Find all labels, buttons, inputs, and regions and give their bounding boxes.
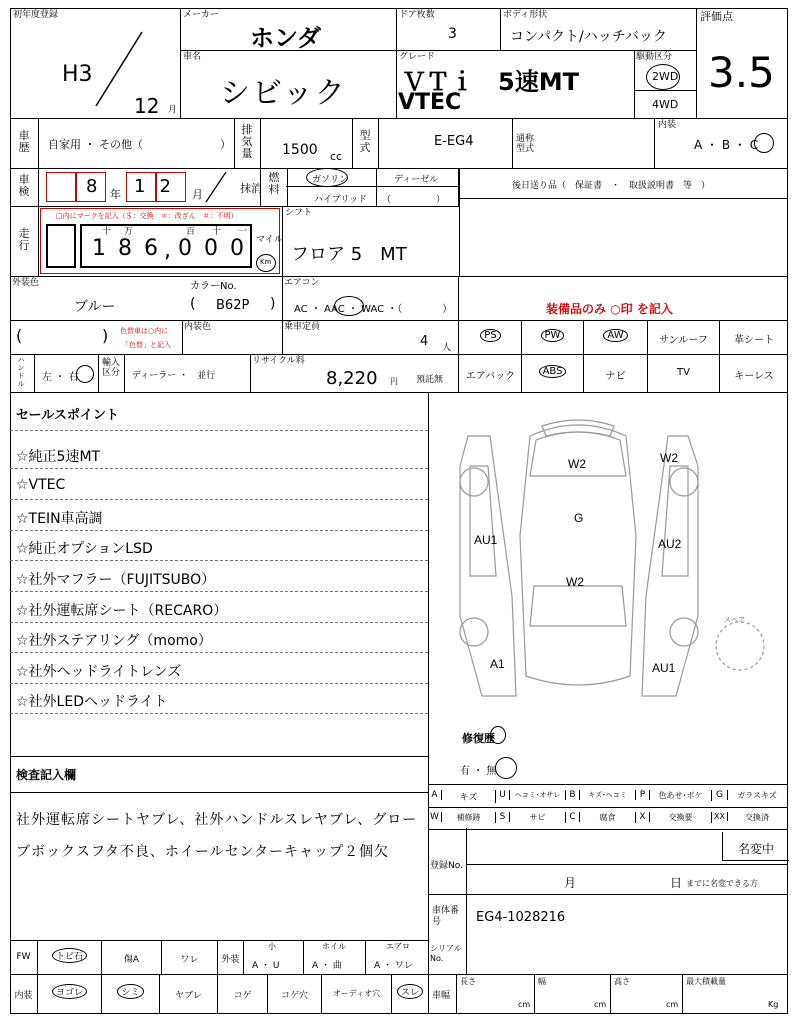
docs-value: 後日送り品（ 保証書 ・ 取扱説明書 等 ）: [512, 181, 711, 191]
mark-a1: A1: [490, 657, 505, 671]
equip-leather: [720, 320, 788, 354]
spare-label: スペア: [724, 617, 745, 624]
drive-divider: [634, 90, 696, 91]
sales-rule-7: [10, 652, 428, 653]
recycle-value: 8,220: [326, 368, 378, 389]
unit-man: 万: [124, 227, 134, 237]
grade-cell: [396, 50, 635, 118]
legend-desc-xx: 交換済: [745, 813, 769, 822]
mile-label: マイル: [256, 235, 283, 245]
history-label: 車歴: [18, 129, 30, 154]
int-label-cell: [10, 974, 38, 1014]
equip-aw: [584, 320, 648, 354]
first-reg-month: 12: [134, 94, 160, 118]
body-label: ボディ形状: [503, 10, 548, 20]
sales-point-8: ☆社外ヘッドライトレンズ: [16, 664, 182, 680]
sales-point-2: ☆VTEC: [16, 477, 66, 493]
grade-line1: ＶＴｉ 5速MT: [402, 68, 579, 96]
length-label: 長さ: [460, 977, 476, 986]
equip-row2: [460, 354, 788, 392]
legend-code-x: X: [636, 812, 650, 822]
unit-ten-thousand: 十: [102, 227, 112, 237]
equip-sunroof-label: サンルーフ: [659, 335, 708, 346]
interior-grade-circle: [754, 133, 774, 153]
repair-label-circle: [490, 726, 506, 744]
color-no-open: (: [190, 296, 196, 312]
inspection-month: 12: [134, 176, 185, 197]
registration-deadline: までに名変できる方: [686, 879, 758, 888]
legend-desc-x: 交換要: [650, 812, 712, 823]
fuel-row-divider: [286, 186, 458, 187]
registration-day-unit: 日: [670, 876, 683, 890]
rating-label: 評価点: [700, 10, 733, 23]
handle-label-cell: [10, 354, 35, 392]
first-reg-label: 初年度登録: [13, 10, 59, 20]
int-row: [10, 974, 428, 1014]
sales-point-1: ☆純正5速MT: [16, 449, 101, 465]
fuel-label: 燃料: [268, 171, 280, 196]
recycle-unit: 円: [390, 377, 398, 386]
legend-desc-u: ヘコミ･オサレ: [510, 790, 566, 800]
mileage-label-cell: [10, 206, 39, 276]
interior-grades: A ・ B ・ C: [694, 138, 759, 152]
drive-label: 駆動区分: [636, 52, 673, 62]
fw-label: FW: [16, 952, 31, 962]
repair-label: 修復歴: [462, 732, 495, 745]
recycle-cell: [250, 354, 459, 392]
history-label-cell: [10, 118, 39, 168]
legend-desc-p: 色あせ･ボケ: [650, 790, 712, 801]
vin-value: EG4-1028216: [476, 910, 566, 925]
dims-div-1: [534, 974, 535, 1014]
interior-label: 内装: [658, 120, 677, 130]
ext-label: 外装: [221, 955, 240, 965]
inspection-notes-text: 社外運転席シートヤブレ、社外ハンドルスレヤブレ、グローブボックスフタ不良、ホイールセンターキャップ２個欠: [16, 812, 418, 860]
legend-desc-a: キズ: [442, 790, 496, 803]
fuel-diesel: ディーゼル: [394, 175, 439, 185]
exterior-color-cell: [10, 276, 283, 320]
mileage-label: 走行: [18, 227, 30, 252]
sales-point-9: ☆社外LEDヘッドライト: [16, 694, 168, 710]
fuel-cell: [286, 168, 459, 206]
import-label: 輸入区分: [102, 358, 121, 378]
inspection-notes-section: [10, 756, 429, 941]
int-item-5: [268, 974, 322, 1014]
mark-w2-right: W2: [660, 451, 678, 465]
mark-g: G: [574, 511, 584, 525]
fw-item-2-label: 傷A: [123, 955, 140, 965]
capacity-unit: 人: [442, 343, 452, 353]
handle-value-cell: [34, 354, 99, 392]
registration-month-unit: 月: [564, 876, 577, 890]
maker-value: ホンダ: [250, 24, 322, 52]
equip-sunroof: [648, 320, 720, 354]
mileage-mark-box: [46, 224, 76, 268]
common-model-cell: [512, 118, 655, 168]
fw-item-1: [38, 940, 102, 974]
legend-code-c: C: [566, 812, 580, 822]
registration-mid-rule: [466, 864, 788, 865]
displacement-unit: cc: [330, 150, 343, 163]
ext-small-value: A ・ U: [252, 961, 280, 971]
width-unit: cm: [594, 1000, 607, 1009]
sales-rule-2: [10, 499, 428, 500]
legend-code-g: G: [712, 790, 728, 800]
weight-unit: Kg: [768, 1000, 779, 1009]
sales-rule-5: [10, 591, 428, 592]
equip-pw-label: PW: [541, 329, 565, 342]
int-item-2-label: シミ: [117, 984, 143, 999]
car-name-value: シビック: [220, 76, 347, 111]
equip-airbag-label: エアバック: [465, 371, 516, 382]
height-unit: cm: [666, 1000, 679, 1009]
fuel-gasoline: ガソリン: [312, 175, 349, 185]
recycle-deposit: 預託無: [416, 375, 444, 385]
car-name-label: 車名: [183, 52, 202, 62]
legend-code-u: U: [496, 790, 510, 800]
sales-rule-1: [10, 468, 428, 469]
grade-line2: VTEC: [398, 90, 462, 115]
int-item-5-label: コゲ穴: [280, 991, 308, 1001]
sales-rule-6: [10, 622, 428, 623]
vin-label: 車体番号: [432, 906, 460, 927]
drive-2wd: 2WD: [652, 70, 679, 83]
shift-cell: [282, 206, 460, 276]
handle-value: 左 ・ 右: [42, 372, 79, 383]
color-change-cell: [10, 320, 183, 354]
doors-label: ドア枚数: [399, 10, 435, 20]
dims-div-2: [610, 974, 611, 1014]
legend-code-s: S: [496, 812, 510, 822]
sales-point-6: ☆社外運転席シート（RECARO）: [16, 603, 228, 619]
displacement-cell: [260, 118, 353, 168]
drive-2wd-circle: [646, 64, 680, 90]
legend-code-a: A: [428, 790, 442, 800]
doors-cell: [396, 8, 501, 51]
doors-value: 3: [448, 26, 457, 42]
serial-divider: [466, 940, 467, 974]
sales-rule-8: [10, 683, 428, 684]
capacity-label: 乗車定員: [284, 322, 321, 332]
handle-label: ハンドル: [17, 356, 25, 388]
ext-wheel-cell: [304, 940, 366, 974]
capacity-value: 4: [420, 334, 429, 349]
legend-desc-c: 腐食: [580, 812, 636, 823]
ac-circle: [334, 296, 364, 316]
mileage-comma: ,: [164, 238, 171, 263]
unit-ten: 十: [212, 227, 222, 237]
mark-w2-top: W2: [568, 457, 586, 471]
int-item-2: [102, 974, 160, 1014]
equip-aw-label: AW: [603, 329, 627, 342]
car-diagram: [430, 396, 788, 706]
inspection-cancelled: 抹消: [240, 182, 262, 195]
inspection-month-unit: 月: [192, 188, 203, 201]
displacement-value: 1500: [282, 142, 318, 158]
equip-row1: [460, 320, 788, 354]
recycle-label: リサイクル料: [252, 356, 305, 366]
equip-tv: [648, 354, 720, 392]
handle-right-circle: [76, 365, 94, 383]
mileage-digit-2: 8: [118, 236, 132, 261]
int-item-3: [160, 974, 218, 1014]
equip-keyless: [720, 354, 788, 392]
rating-cell: [696, 8, 788, 118]
sales-point-4: ☆純正オプションLSD: [16, 541, 153, 557]
sales-point-7: ☆社外ステアリング（momo）: [16, 633, 212, 649]
int-item-6: [322, 974, 392, 1014]
grade-label: グレード: [399, 52, 436, 62]
sales-title-rule: [10, 430, 428, 431]
docs-cell: [460, 168, 788, 199]
vin-section: [428, 894, 788, 940]
car-name-cell: [180, 50, 397, 118]
model-cell: [378, 118, 513, 168]
color-change-note1: 色替車は○内に: [120, 327, 169, 335]
inspection-year-box-a: [46, 172, 76, 202]
fuel-col-divider: [376, 168, 377, 206]
first-registration-cell: [10, 8, 181, 118]
inspection-slash: [200, 170, 230, 204]
equip-navi-label: ナビ: [605, 371, 626, 382]
ext-small-cell: [244, 940, 304, 974]
ac-value: AC ・ AAC ・ WAC ・（ ）: [294, 304, 453, 315]
mileage-note: □内にマークを記入（＄：交換 ＊：改ざん ＃：不明）: [56, 212, 238, 220]
displacement-label-cell: [234, 118, 261, 168]
common-model-label: 通称型式: [516, 134, 535, 154]
equip-abs: [522, 354, 584, 392]
import-label-cell: [98, 354, 125, 392]
color-change-open: (: [16, 326, 23, 345]
int-item-6-label: オーディオ穴: [332, 989, 381, 998]
equip-ps-label: PS: [480, 329, 500, 342]
body-value: コンパクト/ハッチバック: [510, 29, 667, 45]
height-label: 高さ: [614, 977, 630, 986]
unit-one: 一: [238, 227, 248, 237]
history-value-cell: [38, 118, 235, 168]
interior-grade-cell: [654, 118, 788, 168]
mark-w2-center: W2: [566, 575, 584, 589]
shift-label: シフト: [285, 208, 313, 218]
ac-label: エアコン: [284, 278, 320, 288]
interior-color-label: 内装色: [184, 322, 212, 332]
legend-code-p: P: [636, 790, 650, 800]
ext-aero-cell: [366, 940, 428, 974]
sales-rule-9: [10, 713, 428, 714]
serial-cell: [428, 940, 788, 974]
int-label: 内装: [14, 991, 33, 1001]
dims-div-3: [682, 974, 683, 1014]
mark-au1-right: AU1: [652, 661, 676, 675]
int-item-4-label: コゲ: [233, 991, 252, 1001]
sales-rule-4: [10, 560, 428, 561]
dims-label-divider: [456, 974, 457, 1014]
registration-label: 登録No.: [430, 861, 463, 871]
registration-name-change: 名変中: [738, 842, 775, 856]
fuel-other: （ ）: [382, 195, 446, 205]
shift-value: フロア 5 MT: [291, 244, 407, 265]
color-no-close: ): [270, 296, 276, 312]
fw-row: [10, 940, 428, 974]
maker-label: メーカー: [183, 10, 219, 20]
first-reg-year: H3: [62, 62, 93, 87]
ext-aero-label: エアロ: [386, 942, 410, 951]
legend-row-2: [428, 806, 788, 828]
legend-code-xx: XX: [712, 812, 728, 821]
exterior-value: ブルー: [74, 299, 116, 315]
vin-label-divider: [466, 894, 467, 940]
model-label-cell: [352, 118, 379, 168]
mileage-digit-6: 0: [230, 236, 244, 261]
dims-label: 車幅: [432, 991, 451, 1001]
weight-label: 最大積載量: [686, 977, 726, 986]
month-unit: 月: [168, 105, 178, 115]
repair-value: 有 ・ 無: [460, 766, 497, 777]
int-item-3-label: ヤブレ: [175, 991, 202, 1001]
equip-navi: [584, 354, 648, 392]
ac-cell: [282, 276, 459, 320]
inspection-notes-rule: [10, 792, 428, 793]
drive-cell: [634, 50, 697, 118]
fw-item-2: [102, 940, 162, 974]
import-value-cell: [124, 354, 251, 392]
equip-note-cell: [460, 276, 788, 320]
km-label: Km: [260, 258, 272, 266]
inspection-notes-title: 検査記入欄: [16, 768, 77, 782]
unit-hundred: 百: [186, 227, 196, 237]
inspection-label-cell: [10, 168, 39, 206]
registration-label-divider: [466, 828, 467, 894]
inspection-year: 8: [86, 176, 98, 197]
sales-title: セールスポイント: [16, 408, 119, 423]
equip-ps: [460, 320, 522, 354]
drive-4wd: 4WD: [652, 98, 679, 111]
equip-leather-label: 革シート: [734, 335, 774, 346]
equip-abs-label: ABS: [539, 365, 567, 378]
color-no-value: B62P: [216, 298, 250, 313]
mileage-digit-3: 6: [144, 236, 158, 261]
serial-label: シリアルNo.: [430, 944, 462, 963]
int-item-1: [38, 974, 102, 1014]
mileage-digit-5: 0: [204, 236, 218, 261]
inspection-label: 車検: [18, 173, 30, 198]
import-value: ディーラー ・ 並行: [132, 371, 216, 381]
ext-wheel-label: ホイル: [322, 942, 346, 951]
sales-point-5: ☆社外マフラー（FUJITSUBO）: [16, 572, 216, 588]
repair-none-circle: [495, 757, 517, 779]
km-circle: [256, 254, 276, 272]
registration-section: [428, 828, 788, 895]
sales-point-3: ☆TEIN車高調: [16, 511, 103, 527]
fw-item-1-label: トビ石: [52, 948, 87, 963]
mileage-digit-1: 1: [92, 236, 106, 261]
equip-keyless-label: キーレス: [734, 371, 774, 382]
legend-row-1: [428, 784, 788, 806]
int-item-7: [392, 974, 428, 1014]
color-change-note2: 「色替」と記入: [122, 341, 171, 349]
mileage-digit-4: 0: [178, 236, 192, 261]
model-label: 型式: [359, 129, 371, 154]
length-unit: cm: [518, 1000, 531, 1009]
mark-au2-right: AU2: [658, 537, 682, 551]
color-no-label: カラーNo.: [190, 281, 237, 292]
color-change-close: ): [102, 326, 109, 345]
ext-wheel-value: A ・ 曲: [312, 961, 342, 971]
maker-cell: [180, 8, 397, 51]
mark-au1-left: AU1: [474, 533, 498, 547]
int-item-4: [218, 974, 268, 1014]
legend-desc-s: サビ: [510, 812, 566, 823]
equip-airbag: [460, 354, 522, 392]
sales-rule-3: [10, 530, 428, 531]
legend-code-w: W: [428, 812, 442, 822]
int-item-1-label: ヨゴレ: [52, 984, 87, 999]
model-value: E-EG4: [434, 134, 474, 149]
inspection-mid-divider: [260, 168, 288, 206]
int-item-7-label: スレ: [397, 984, 423, 999]
rating-value: 3.5: [708, 48, 775, 97]
fuel-gasoline-circle: [306, 168, 348, 187]
fw-label-cell: [10, 940, 38, 974]
legend-desc-w: 補修跡: [442, 812, 496, 823]
fw-item-3: [162, 940, 218, 974]
ext-small-label: 小: [268, 942, 276, 951]
legend-code-b: B: [566, 790, 580, 800]
exterior-label: 外装色: [12, 278, 40, 288]
width-label: 幅: [538, 977, 546, 986]
ext-label-cell: [218, 940, 244, 974]
dims-cell: [428, 974, 788, 1014]
ext-aero-value: A ・ ワレ: [374, 961, 413, 971]
legend-desc-g: ガラスキズ: [737, 791, 777, 800]
inspection-year-unit: 年: [110, 188, 121, 201]
fw-item-3-label: ワレ: [180, 955, 199, 965]
equip-tv-label: TV: [677, 367, 690, 378]
body-cell: [500, 8, 697, 51]
equip-note: 装備品のみ ○印 を記入: [546, 302, 673, 316]
equip-pw: [522, 320, 584, 354]
legend-desc-b: キズ･ヘコミ: [580, 790, 636, 800]
displacement-label: 排気量: [241, 123, 253, 160]
capacity-cell: [282, 320, 459, 354]
history-value: 自家用 ・ その他（ ）: [48, 138, 231, 151]
fuel-hybrid: ハイブリッド: [314, 195, 368, 205]
interior-color-cell: [182, 320, 283, 354]
